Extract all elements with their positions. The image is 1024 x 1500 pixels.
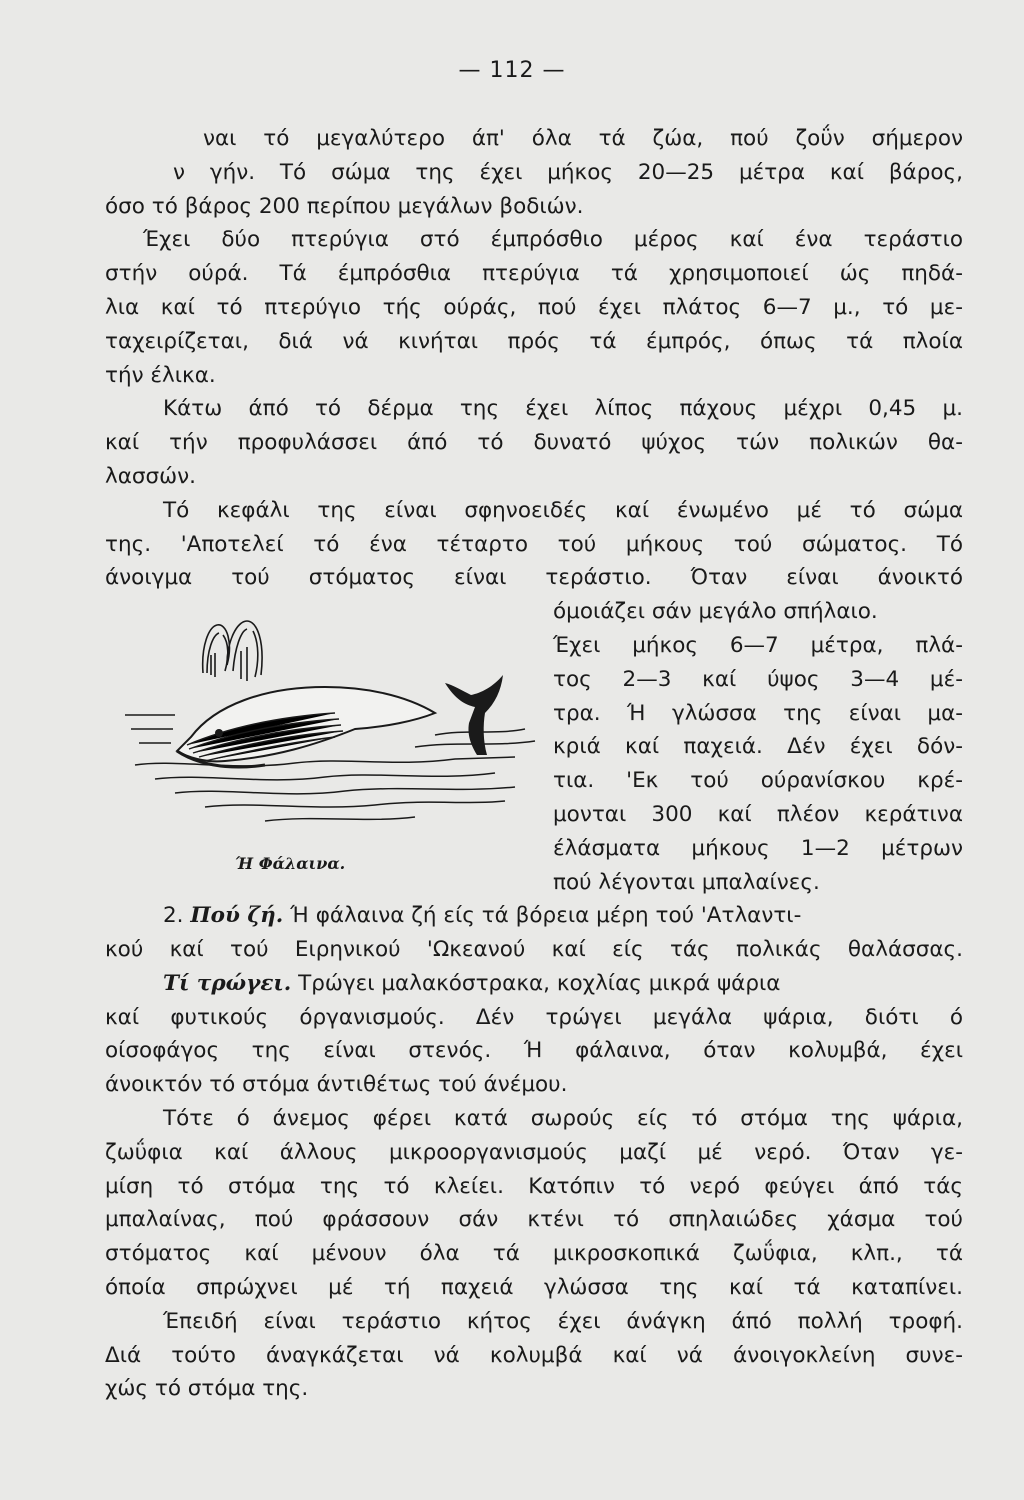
text-line: Έπειδή είναι τεράστιο κήτος έχει άνάγκη άπό πολλή τροφή. [163,1308,963,1334]
figure-caption: Ή Φάλαινα. [235,854,346,874]
text-line: κριά καί παχειά. Δέν έχει δόν- [553,734,963,760]
text-line: τρα. Ή γλώσσα της είναι μα- [553,700,963,726]
side-text-column [553,595,963,899]
text-line: κού καί τού Ειρηνικού 'Ωκεανού καί είς τάς πολικάς θαλάσσας. [105,936,963,962]
text-line: Έχει δύο πτερύγια στό έμπρόσθιο μέρος καί ένα τεράστιο [143,227,963,253]
text-line: μονται 300 καί πλέον κεράτινα [553,801,963,827]
text-line: οίσοφάγος της είναι στενός. Ή φάλαινα, όταν κολυμβά, έχει [105,1038,963,1064]
tail-icon [445,675,503,755]
text-line: όμοιάζει σάν μεγάλο σπήλαιο. [553,599,878,625]
section-3-line [105,967,963,1001]
section-heading-where: Πού ζή. [190,903,284,929]
text-line: μπαλαίνας, πού φράσσουν σάν κτένι τό σπηλαιώδες χάσμα τού [105,1207,963,1233]
text-line: στήν ούρά. Τά έμπρόσθια πτερύγια τά χρησιμοποιεί ώς πηδά- [105,261,963,287]
figure-and-side-text [105,595,963,899]
text-line: άνοικτόν τό στόμα άντιθέτως τού άνέμου. [105,1072,568,1098]
section-number: 2. [163,903,184,929]
text-line: της. 'Αποτελεί τό ένα τέταρτο τού μήκους τού σώματος. Τό [105,531,963,557]
text-line: Τό κεφάλι της είναι σφηνοειδές καί ένωμένο μέ τό σώμα [163,497,963,523]
text-line: χώς τό στόμα της. [105,1376,309,1402]
text-line: ζωΰφια καί άλλους μικροοργανισμούς μαζί μέ νερό. Όταν γε- [105,1139,963,1165]
text-line: τήν έλικα. [105,362,216,388]
section-2-line [105,899,963,933]
text-line: ταχειρίζεται, διά νά κινήται πρός τά έμπρός, όπως τά πλοία [105,328,963,354]
section-heading-eats: Τί τρώγει. [163,970,292,996]
text-line: άνοιγμα τού στόματος είναι τεράστιο. Όταν είναι άνοικτό [105,565,963,591]
eye-icon [215,729,223,737]
text-line: τος 2—3 καί ύψος 3—4 μέ- [553,666,963,692]
main-text [105,122,963,1406]
text-line: έλάσματα μήκους 1—2 μέτρων [553,835,963,861]
text-line: μίση τό στόμα της τό κλείει. Κατόπιν τό νερό φεύγει άπό τάς [105,1173,963,1199]
text-line: λια καί τό πτερύγιο τής ούράς, πού έχει πλάτος 6—7 μ., τό με- [105,294,963,320]
section-text: Ή φάλαινα ζή είς τά βόρεια μέρη τού 'Ατλαντι- [290,903,802,929]
spout-icon [203,621,262,681]
whale-illustration [115,595,555,845]
text-line: ν γήν. Τό σώμα της έχει μήκος 20—25 μέτρα καί βάρος, [173,159,963,185]
text-line: καί φυτικούς όργανισμούς. Δέν τρώγει μεγάλα ψάρια, διότι ό [105,1004,963,1030]
text-line: Διά τούτο άναγκάζεται νά κολυμβά καί νά άνοιγοκλείνη συνε- [105,1342,963,1368]
text-line: τια. 'Εκ τού ούρανίσκου κρέ- [553,768,963,794]
text-line: καί τήν προφυλάσσει άπό τό δυνατό ψύχος τών πολικών θα- [105,430,963,456]
text-line: Έχει μήκος 6—7 μέτρα, πλά- [553,632,963,658]
text-line: πού λέγονται μπαλαίνες. [553,869,820,895]
text-line: ναι τό μεγαλύτερο άπ' όλα τά ζώα, πού ζοΰν σήμερον [203,126,963,151]
text-line: λασσών. [105,463,196,489]
text-line: Τότε ό άνεμος φέρει κατά σωρούς είς τό στόμα της ψάρια, [163,1105,963,1131]
page-number: — 112 — [458,58,566,83]
text-line: όσο τό βάρος 200 περίπου μεγάλων βοδιών. [105,193,584,219]
text-line: όποία σπρώχνει μέ τή παχειά γλώσσα της καί τά καταπίνει. [105,1274,963,1300]
section-text: Τρώγει μαλακόστρακα, κοχλίας μικρά ψάρια [298,970,781,996]
whale-figure [115,595,555,899]
text-line: Κάτω άπό τό δέρμα της έχει λίπος πάχους μέχρι 0,45 μ. [163,396,963,422]
text-line: στόματος καί μένουν όλα τά μικροσκοπικά ζωΰφια, κλπ., τά [105,1241,963,1267]
